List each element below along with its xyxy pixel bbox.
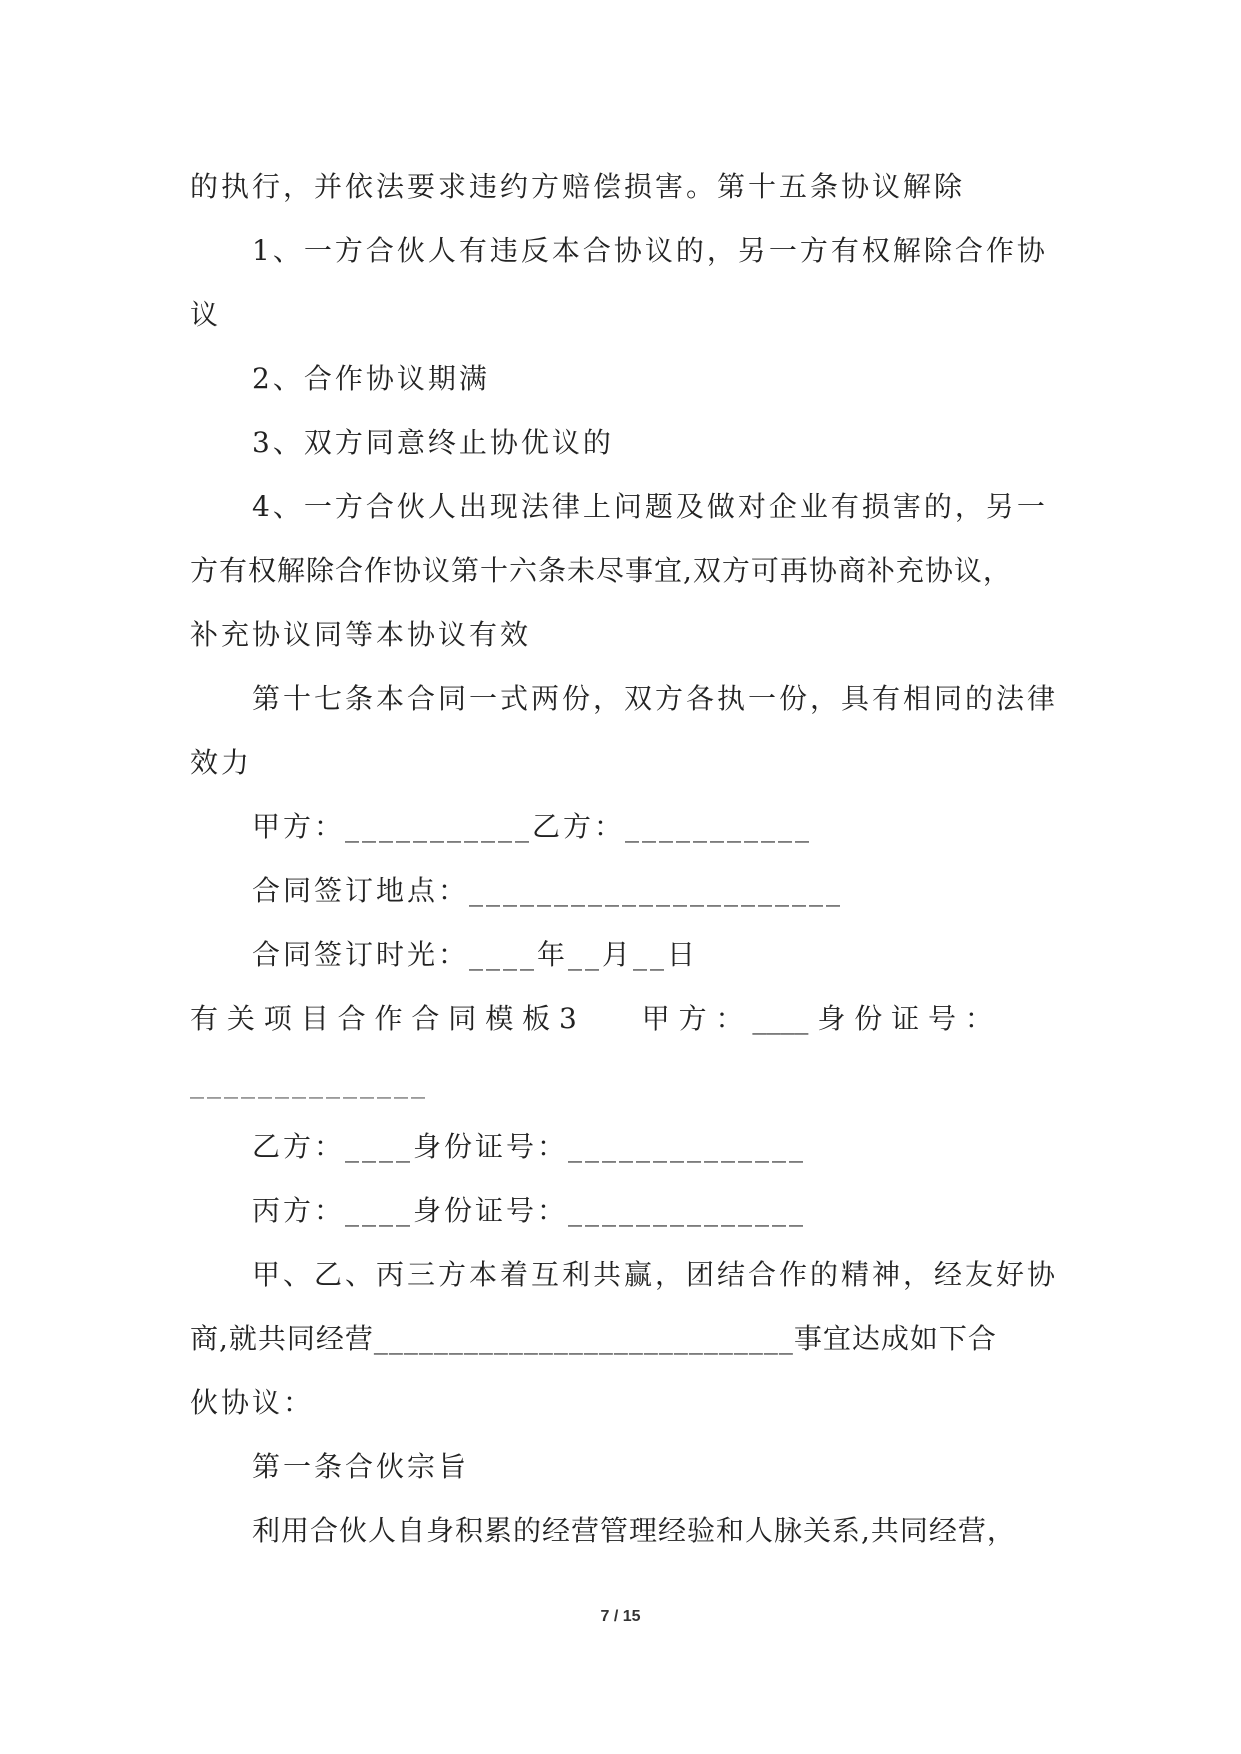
party-b-line: 乙方：____身份证号：______________ [252, 1130, 807, 1163]
paragraph-line: 1、一方合伙人有违反本合协议的，另一方有权解除合作协 [252, 234, 1048, 267]
paragraph-line: 2、合作协议期满 [252, 362, 490, 395]
party-c-line: 丙方：____身份证号：______________ [252, 1194, 807, 1227]
paragraph-line: 第十七条本合同一式两份，双方各执一份，具有相同的法律 [252, 682, 1059, 715]
blank-underline: ______________ [190, 1066, 428, 1099]
paragraph-line: 议 [190, 298, 222, 331]
signing-place-line: 合同签订地点：______________________ [252, 874, 844, 907]
section-title-line: 有 关 项 目 合 作 合 同 模 板 3 甲 方 ： ____ 身 份 证 号 ： [190, 1002, 993, 1035]
paragraph-line: 甲、乙、丙三方本着互利共赢，团结合作的精神，经友好协 [252, 1258, 1059, 1291]
paragraph-line: 方有权解除合作协议第十六条未尽事宜,双方可再协商补充协议， [190, 554, 1012, 587]
page-body [190, 155, 1060, 1563]
paragraph-line: 利用合伙人自身积累的经营管理经验和人脉关系,共同经营， [252, 1514, 1016, 1547]
paragraph-line: 效力 [190, 746, 253, 779]
paragraph-line: 的执行，并依法要求违约方赔偿损害。第十五条协议解除 [190, 170, 966, 203]
page-number: 7 / 15 [600, 1608, 641, 1625]
paragraph-line: 商,就共同经营____________________________事宜达成如下合 [190, 1322, 997, 1355]
paragraph-line: 补充协议同等本协议有效 [190, 618, 532, 651]
signing-date-line: 合同签订时光：____年__月__日 [252, 938, 699, 971]
paragraph-line: 4、一方合伙人出现法律上问题及做对企业有损害的，另一 [252, 490, 1048, 523]
paragraph-line: 伙协议： [190, 1386, 315, 1419]
article-heading: 第一条合伙宗旨 [252, 1450, 470, 1483]
signature-line-parties: 甲方：___________乙方：___________ [252, 810, 813, 843]
paragraph-line: 3、双方同意终止协优议的 [252, 426, 614, 459]
